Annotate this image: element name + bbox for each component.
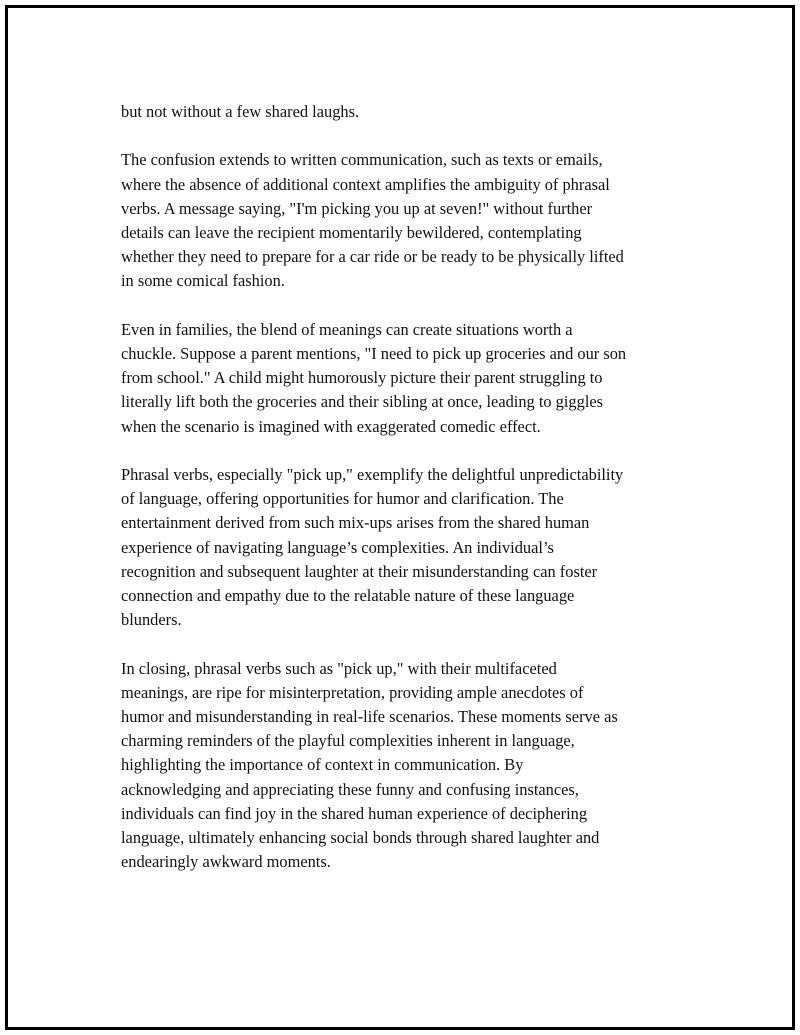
page-body — [121, 100, 701, 899]
paragraph-5: In closing, phrasal verbs such as "pick up," with their multifaceted meanings, are ripe for misinterpretation, providing ample anecdotes of humor and misunderstanding in real-life scenarios. These moments serve as charming reminders of the playful complexities inherent in language, highlighting the importance of context in communication. By acknowledging and appreciating these funny and confusing instances, individuals can find joy in the shared human experience of deciphering language, ultimately enhancing social bonds through shared laughter and endearingly awkward moments. — [121, 658, 618, 872]
paragraph-1: but not without a few shared laughs. — [121, 102, 360, 121]
page-frame — [5, 5, 795, 1030]
paragraph-3: Even in families, the blend of meanings can create situations worth a chuckle. Suppose a parent mentions, "I need to pick up groceries and our son from school." A child might humorously picture their parent struggling to literally lift both the groceries and their sibling at once, leading to giggles when the scenario is imagined with exaggerated comedic effect. — [121, 319, 627, 436]
paragraph-4: Phrasal verbs, especially "pick up," exemplify the delightful unpredictability of language, offering opportunities for humor and clarification. The entertainment derived from such mix-ups arises from the shared human experience of navigating language’s complexities. An individual’s recognition and subsequent laughter at their misunderstanding can foster connection and empathy due to the relatable nature of these language blunders. — [121, 465, 624, 630]
paragraph-2: The confusion extends to written communication, such as texts or emails, where the absence of additional context amplifies the ambiguity of phrasal verbs. A message saying, "I'm picking you up at seven!" without further details can leave the recipient momentarily bewildered, contemplating whether they need to prepare for a car ride or be ready to be physically lifted in some comical fashion. — [121, 150, 624, 291]
